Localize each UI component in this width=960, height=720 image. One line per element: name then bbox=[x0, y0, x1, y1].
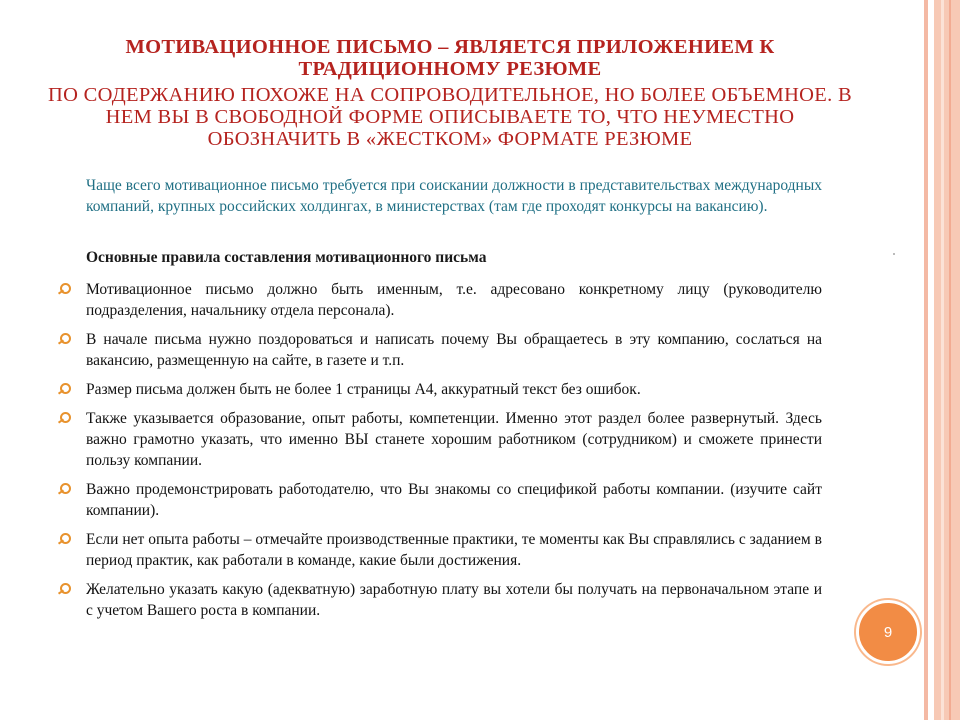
rules-list bbox=[60, 279, 822, 629]
page-number: 9 bbox=[883, 623, 893, 641]
title-line-2: ТРАДИЦИОННОМУ РЕЗЮМЕ bbox=[298, 58, 602, 80]
list-item bbox=[60, 379, 822, 400]
list-item-text: Важно продемонстрировать работодателю, что Вы знакомы со спецификой работы компании. (изучите сайт компании). bbox=[86, 481, 822, 519]
list-item-text: Мотивационное письмо должно быть именным, т.е. адресовано конкретному лицу (руководителю подразделения, начальнику отдела персонала). bbox=[86, 281, 822, 319]
list-item-text: В начале письма нужно поздороваться и написать почему Вы обращаетесь в эту компанию, сослаться на вакансию, размещенную на сайте, в газете и т.п. bbox=[86, 331, 822, 369]
list-item bbox=[60, 329, 822, 371]
slide-title bbox=[40, 36, 860, 150]
ring-bullet-icon bbox=[60, 533, 71, 544]
ring-bullet-icon bbox=[60, 333, 71, 344]
decorative-dot bbox=[893, 253, 895, 255]
ring-bullet-icon bbox=[60, 583, 71, 594]
section-heading: Основные правила составления мотивационного письма bbox=[86, 249, 487, 266]
decorative-stripe bbox=[934, 0, 960, 720]
title-line-1: МОТИВАЦИОННОЕ ПИСЬМО – ЯВЛЯЕТСЯ ПРИЛОЖЕНИЕМ К bbox=[125, 36, 775, 58]
ring-bullet-icon bbox=[60, 383, 71, 394]
list-item bbox=[60, 529, 822, 571]
list-item-text: Также указывается образование, опыт работы, компетенции. Именно этот раздел более развернутый. Здесь важно грамотно указать, что именно ВЫ станете хорошим работником (сотрудником) и сможете принести пользу компании. bbox=[86, 410, 822, 469]
list-item bbox=[60, 279, 822, 321]
list-item-text: Если нет опыта работы – отмечайте производственные практики, те моменты как Вы справлялись с заданием в период практик, как работали в команде, какие были достижения. bbox=[86, 531, 822, 569]
list-item-text: Размер письма должен быть не более 1 страницы А4, аккуратный текст без ошибок. bbox=[86, 381, 641, 398]
list-item bbox=[60, 479, 822, 521]
title-subtitle: ПО СОДЕРЖАНИЮ ПОХОЖЕ НА СОПРОВОДИТЕЛЬНОЕ, НО БОЛЕЕ ОБЪЕМНОЕ. В НЕМ ВЫ В СВОБОДНОЙ ФОРМЕ ОПИСЫВАЕТЕ ТО, ЧТО НЕУМЕСТНО ОБОЗНАЧИТЬ В «ЖЕСТКОМ» ФОРМАТЕ РЕЗЮМЕ bbox=[48, 84, 852, 150]
list-item-text: Желательно указать какую (адекватную) заработную плату вы хотели бы получать на первоначальном этапе и с учетом Вашего роста в компании. bbox=[86, 581, 822, 619]
page-number-badge bbox=[856, 600, 920, 664]
decorative-stripe bbox=[949, 0, 951, 720]
ring-bullet-icon bbox=[60, 412, 71, 423]
list-item bbox=[60, 579, 822, 621]
ring-bullet-icon bbox=[60, 483, 71, 494]
intro-paragraph: Чаще всего мотивационное письмо требуется при соискании должности в представительствах международных компаний, крупных российских холдингах, в министерствах (там где проходят конкурсы на вакансию). bbox=[86, 177, 822, 215]
decorative-stripe bbox=[941, 0, 944, 720]
decorative-stripe bbox=[924, 0, 928, 720]
ring-bullet-icon bbox=[60, 283, 71, 294]
list-item bbox=[60, 408, 822, 471]
